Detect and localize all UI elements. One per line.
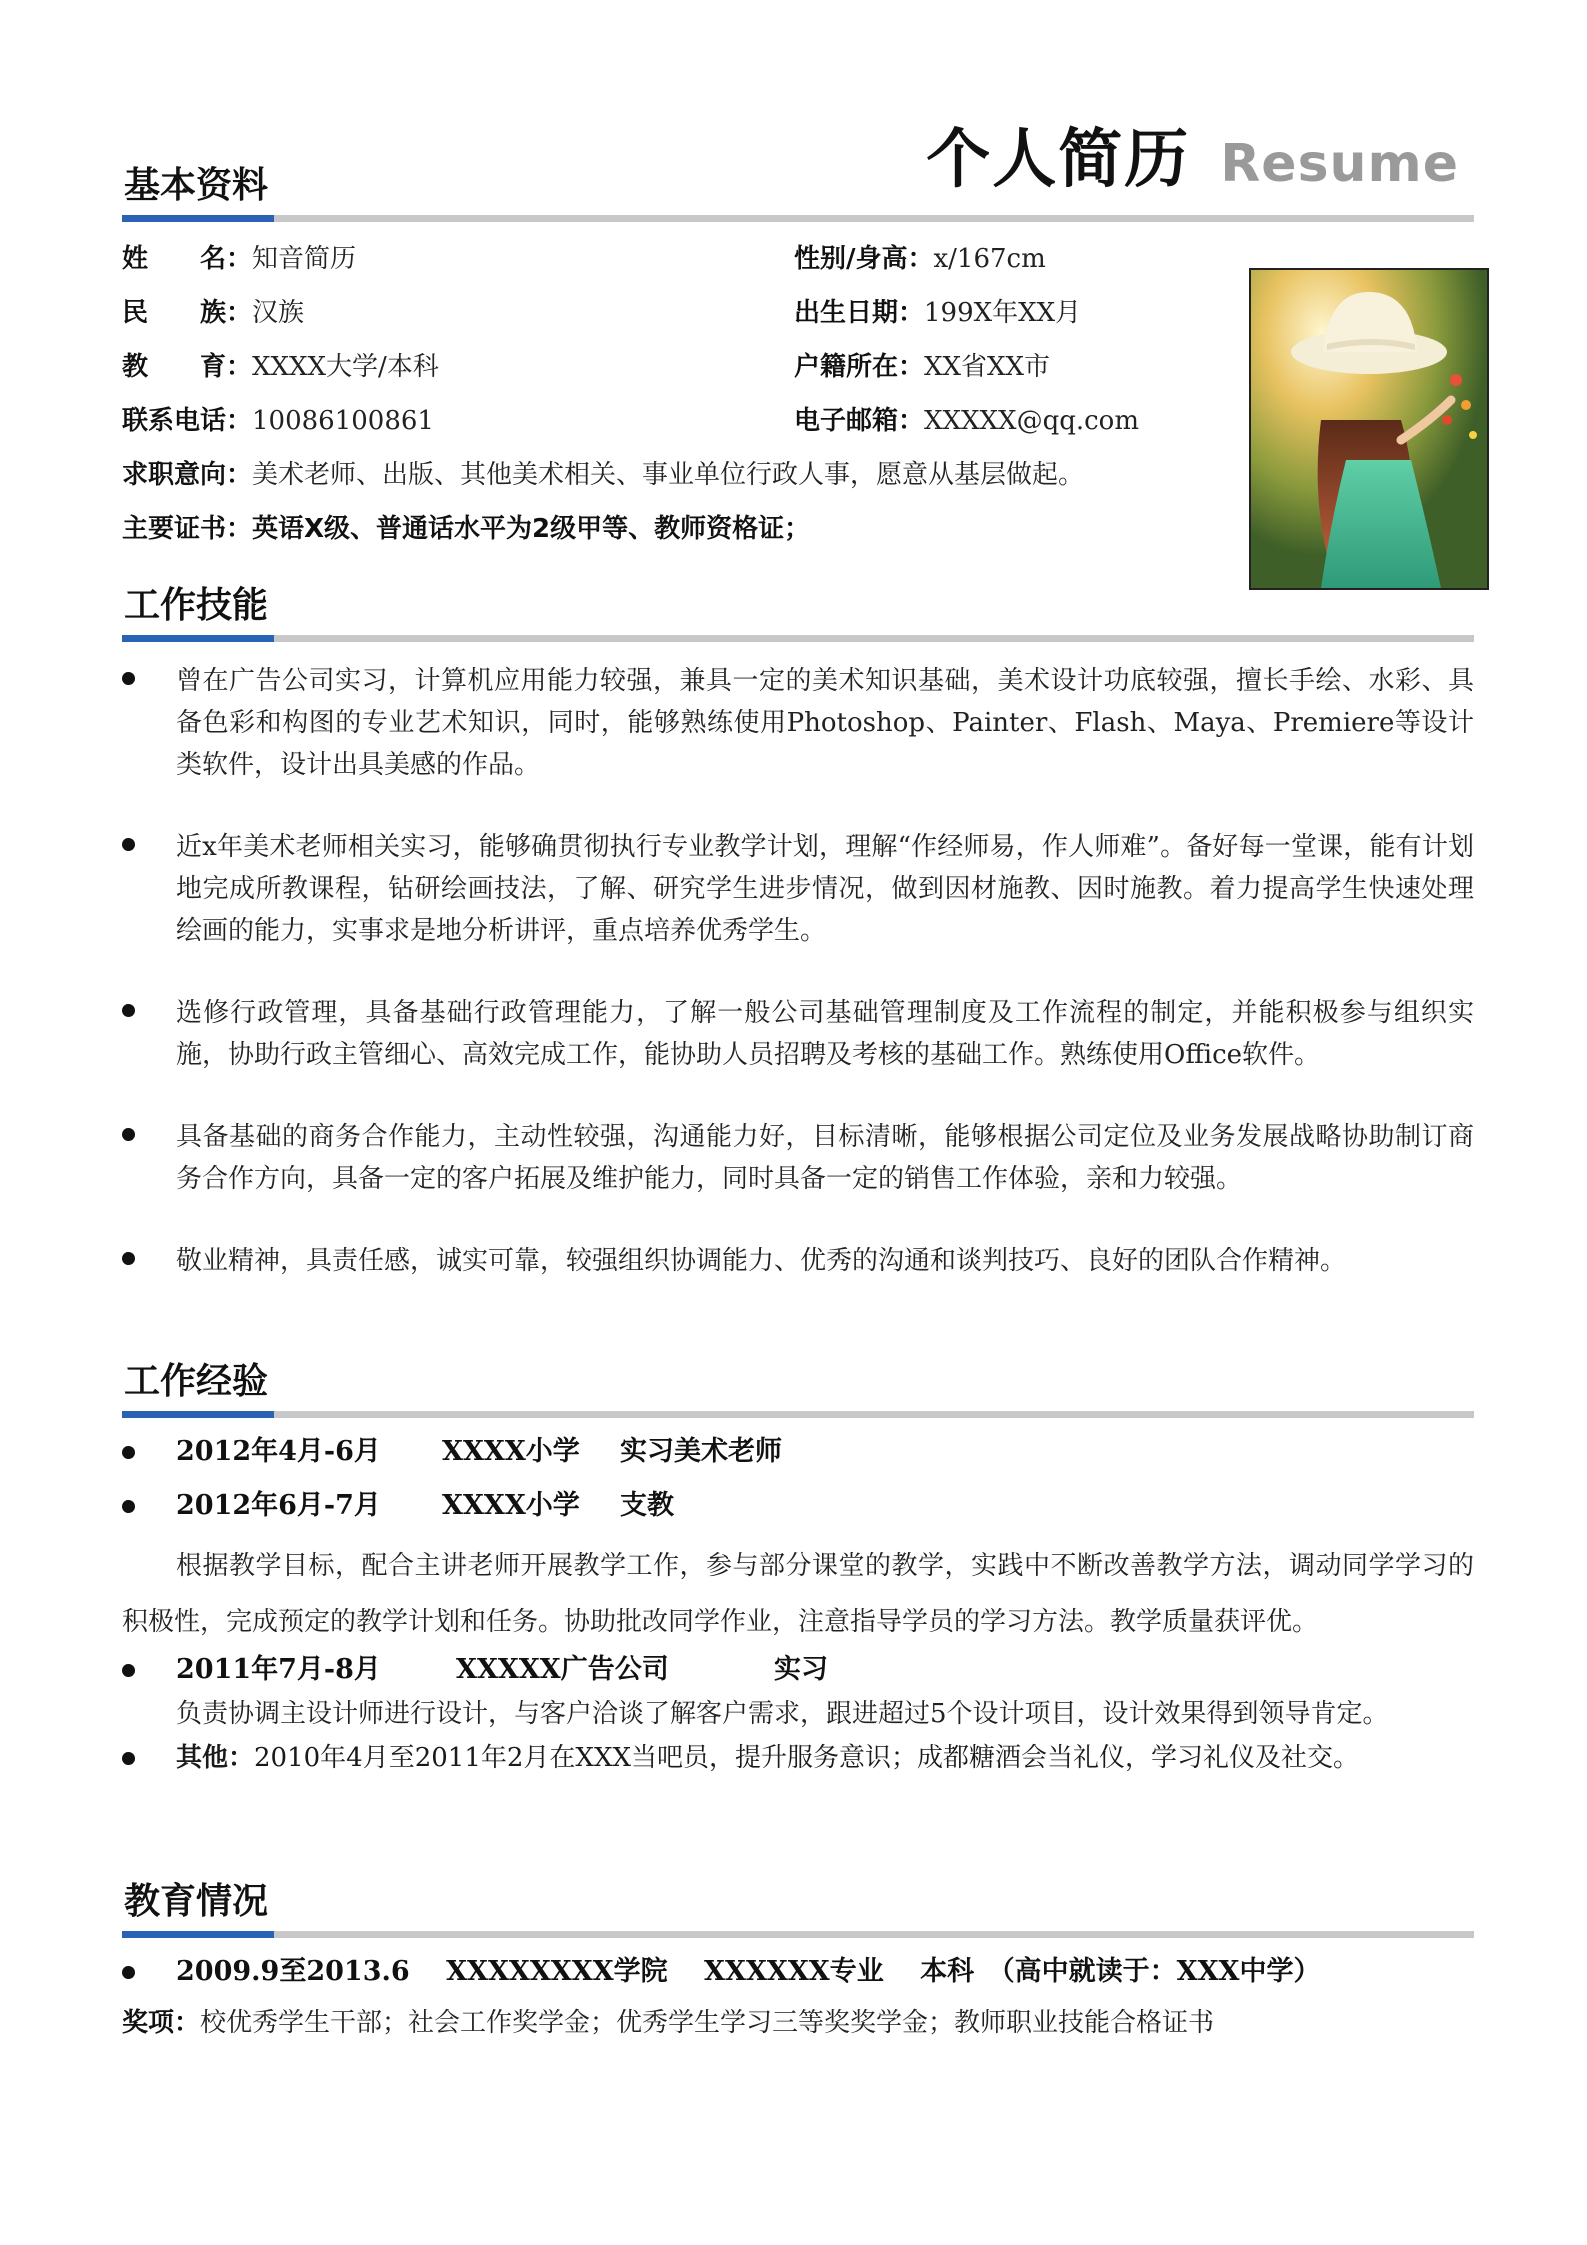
experience-org: XXXX小学 (442, 1490, 580, 1521)
bullet-icon (122, 1966, 135, 1979)
skill-item (122, 1240, 1474, 1282)
field-phone-label: 联系电话： (122, 406, 253, 436)
profile-photo (1249, 268, 1489, 590)
experience-date: 2012年4月-6月 (176, 1436, 381, 1467)
education-row (122, 1954, 1474, 1990)
skill-item (122, 1116, 1474, 1200)
experience-row (122, 1652, 1474, 1688)
field-birth-value: 199X年XX月 (924, 298, 1082, 328)
section-basic-title: 基本资料 (124, 165, 269, 206)
bullet-icon (122, 1500, 135, 1513)
skill-text: 敬业精神，具责任感，诚实可靠，较强组织协调能力、优秀的沟通和谈判技巧、良好的团队合作精神。 (176, 1246, 1347, 1276)
section-experience-title: 工作经验 (124, 1361, 269, 1402)
section-rule-accent (122, 1411, 274, 1418)
experience-description: 负责协调主设计师进行设计，与客户洽谈了解客户需求，跟进超过5个设计项目，设计效果得到领导肯定。 (176, 1699, 1389, 1729)
field-email (794, 404, 1139, 438)
title-cn: 个人简历 (926, 123, 1191, 197)
bullet-icon (122, 1664, 135, 1677)
field-birth-label: 出生日期： (794, 298, 925, 328)
field-birth (794, 296, 1081, 330)
field-ethnic-value: 汉族 (252, 298, 305, 328)
experience-other-label: 其他： (176, 1743, 255, 1773)
section-rule-accent (122, 635, 274, 642)
section-rule (122, 1931, 1474, 1938)
field-gender-label: 性别/身高： (794, 244, 934, 274)
bullet-icon (122, 1252, 135, 1265)
skill-text: 具备基础的商务合作能力，主动性较强，沟通能力好，目标清晰，能够根据公司定位及业务发展战略协助制订商务合作方向，具备一定的客户拓展及维护能力，同时具备一定的销售工作体验，亲和力较强。 (176, 1122, 1474, 1194)
bullet-icon (122, 1446, 135, 1459)
education-awards-label: 奖项： (122, 2008, 201, 2038)
field-intent (122, 458, 1084, 492)
field-gender-value: x/167cm (933, 244, 1046, 274)
field-origin (794, 350, 1050, 384)
bullet-icon (122, 838, 135, 851)
section-rule (122, 215, 1474, 222)
field-education (122, 350, 439, 384)
field-name-label: 姓 名： (122, 244, 253, 274)
field-name (122, 242, 356, 276)
section-skills-title: 工作技能 (124, 585, 269, 626)
profile-illustration (1251, 270, 1487, 588)
skill-item (122, 826, 1474, 952)
field-education-label: 教 育： (122, 352, 253, 382)
section-experience-header (122, 1358, 1474, 1418)
experience-row (122, 1488, 1474, 1524)
section-rule-accent (122, 215, 274, 222)
section-rule-accent (122, 1931, 274, 1938)
bullet-icon (122, 1752, 135, 1765)
field-cert (122, 512, 810, 546)
field-intent-label: 求职意向： (122, 460, 253, 490)
field-gender (794, 242, 1046, 276)
field-email-label: 电子邮箱： (794, 406, 925, 436)
field-education-value: XXXX大学/本科 (252, 352, 439, 382)
section-skills-header (122, 582, 1474, 642)
skill-text: 曾在广告公司实习，计算机应用能力较强，兼具一定的美术知识基础，美术设计功底较强，擅长手绘、水彩、具备色彩和构图的专业艺术知识，同时，能够熟练使用Photoshop、Painter、Flash、Maya、Premiere等设计类软件，设计出具美感的作品。 (176, 666, 1474, 780)
field-origin-label: 户籍所在： (794, 352, 925, 382)
field-cert-label: 主要证书： (122, 514, 253, 544)
experience-other-row (122, 1740, 1474, 1776)
section-rule (122, 1411, 1474, 1418)
experience-row (122, 1434, 1474, 1470)
skill-item (122, 660, 1474, 786)
education-line: 2009.9至2013.6 XXXXXXXX学院 XXXXXX专业 本科 （高中就读于：XXX中学） (176, 1956, 1321, 1987)
experience-role: 支教 (620, 1490, 674, 1521)
skill-text: 选修行政管理，具备基础行政管理能力，了解一般公司基础管理制度及工作流程的制定，并能积极参与组织实施，协助行政主管细心、高效完成工作，能协助人员招聘及考核的基础工作。熟练使用Office软件。 (176, 998, 1474, 1070)
field-phone-value: 10086100861 (252, 406, 434, 436)
bullet-icon (122, 1004, 135, 1017)
field-phone (122, 404, 434, 438)
skill-text: 近x年美术老师相关实习，能够确贯彻执行专业教学计划，理解“作经师易，作人师难”。备好每一堂课，能有计划地完成所教课程，钻研绘画技法，了解、研究学生进步情况，做到因材施教、因时施教。着力提高学生快速处理绘画的能力，实事求是地分析讲评，重点培养优秀学生。 (176, 832, 1474, 946)
title-en: Resume (1220, 134, 1459, 194)
experience-role: 实习 (774, 1654, 828, 1685)
field-name-value: 知音简历 (252, 244, 357, 274)
education-awards (122, 2006, 1214, 2040)
section-education-title: 教育情况 (124, 1881, 269, 1922)
field-cert-value: 英语X级、普通话水平为2级甲等、教师资格证； (252, 514, 811, 544)
experience-org: XXXX小学 (442, 1436, 580, 1467)
experience-org: XXXXX广告公司 (456, 1654, 669, 1685)
experience-other-value: 2010年4月至2011年2月在XXX当吧员，提升服务意识；成都糖酒会当礼仪，学习礼仪及社交。 (254, 1743, 1359, 1773)
field-ethnic (122, 296, 304, 330)
bullet-icon (122, 1128, 135, 1141)
field-intent-value: 美术老师、出版、其他美术相关、事业单位行政人事，愿意从基层做起。 (252, 460, 1085, 490)
experience-date: 2012年6月-7月 (176, 1490, 381, 1521)
bullet-icon (122, 672, 135, 685)
experience-role: 实习美术老师 (620, 1436, 782, 1467)
section-education-header (122, 1878, 1474, 1938)
experience-description: 根据教学目标，配合主讲老师开展教学工作，参与部分课堂的教学，实践中不断改善教学方法，调动同学学习的积极性，完成预定的教学计划和任务。协助批改同学作业，注意指导学员的学习方法。教学质量获评优。 (122, 1551, 1474, 1637)
field-origin-value: XX省XX市 (924, 352, 1051, 382)
field-ethnic-label: 民 族： (122, 298, 253, 328)
experience-date: 2011年7月-8月 (176, 1654, 381, 1685)
education-awards-value: 校优秀学生干部；社会工作奖学金；优秀学生学习三等奖奖学金；教师职业技能合格证书 (200, 2008, 1215, 2038)
skill-item (122, 992, 1474, 1076)
section-basic-header (122, 162, 1474, 222)
field-email-value: XXXXX@qq.com (924, 406, 1139, 436)
section-rule (122, 635, 1474, 642)
